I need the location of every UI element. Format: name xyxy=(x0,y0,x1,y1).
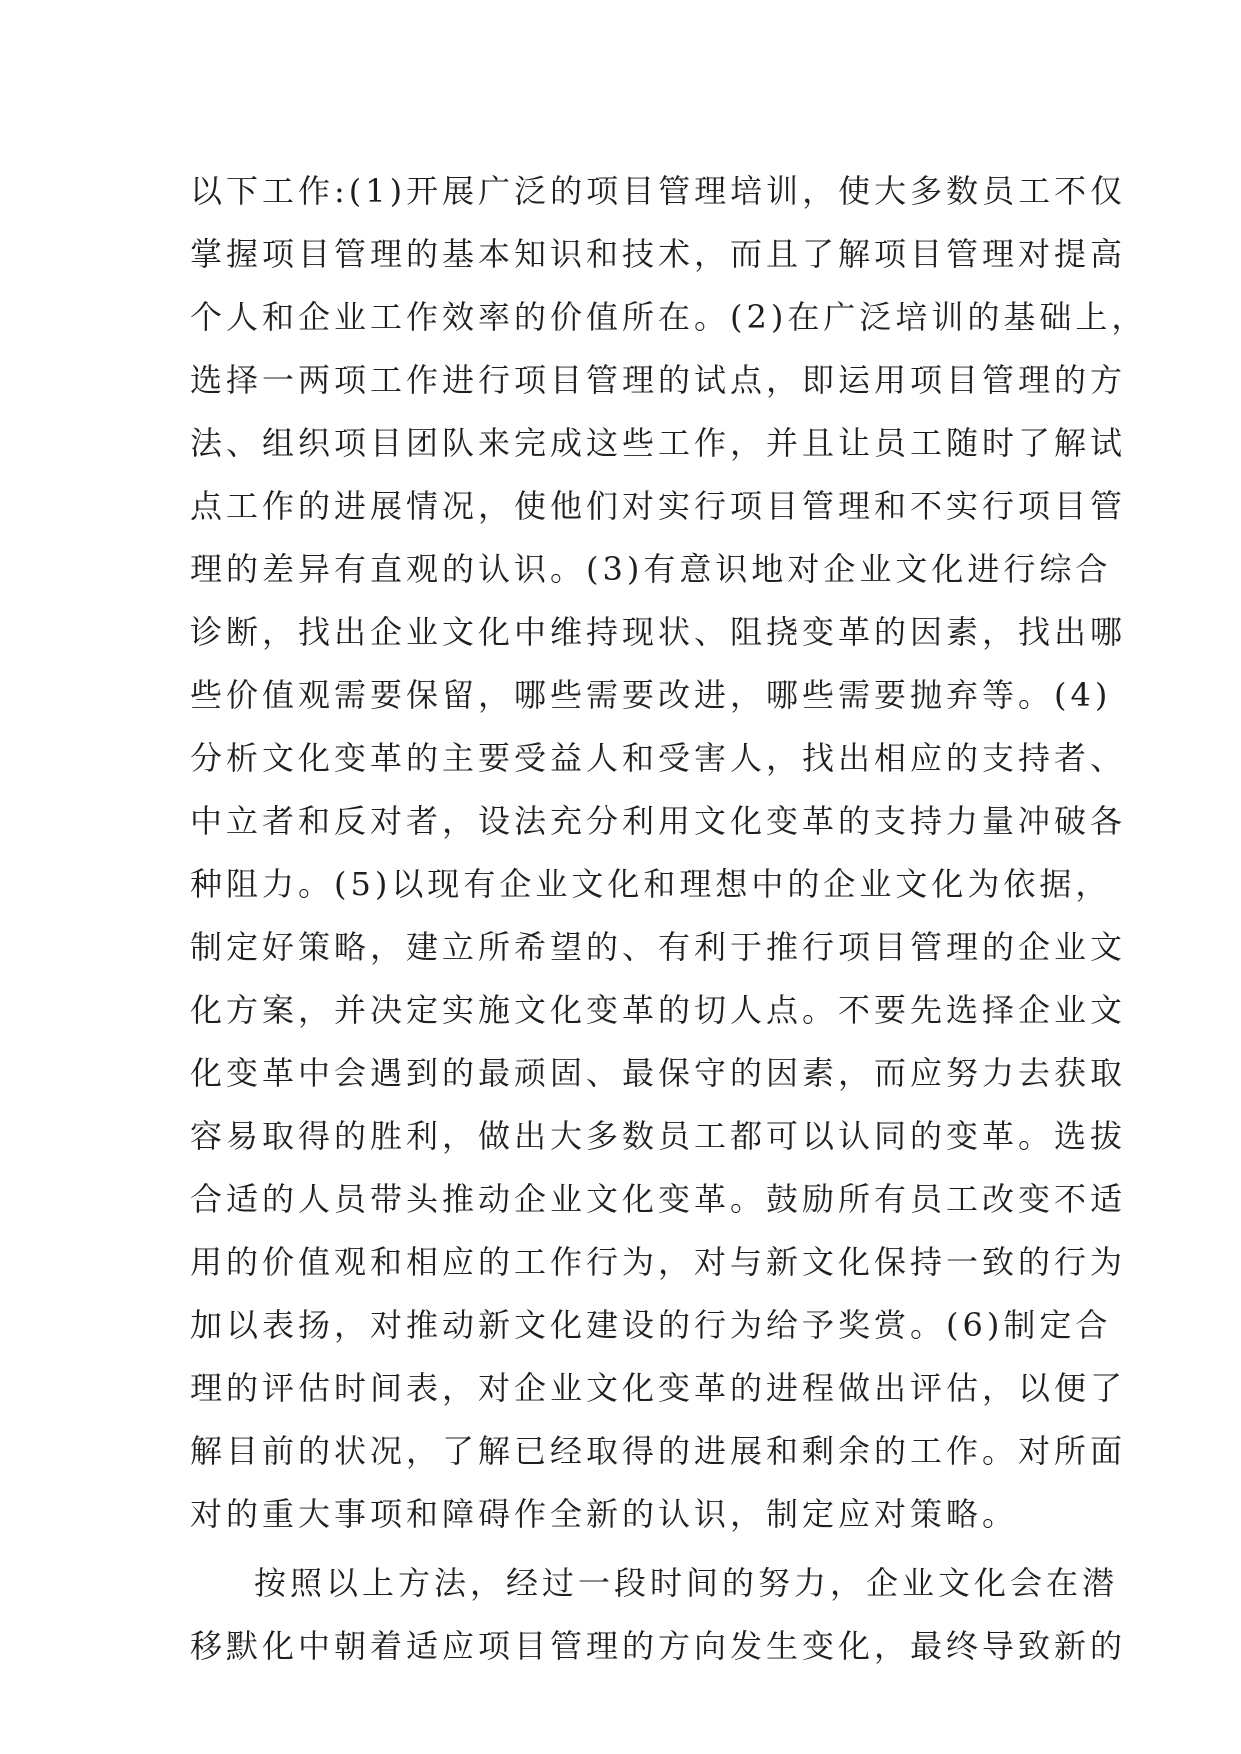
body-text xyxy=(190,160,1148,1678)
text-line: 个人和企业工作效率的价值所在。(2)在广泛培训的基础上， xyxy=(190,298,1148,336)
text-line: 按照以上方法，经过一段时间的努力，企业文化会在潜 xyxy=(254,1564,1119,1602)
text-line: 解目前的状况，了解已经取得的进展和剩余的工作。对所面 xyxy=(190,1432,1127,1470)
text-line: 中立者和反对者，设法充分利用文化变革的支持力量冲破各 xyxy=(190,802,1127,840)
paragraph-2 xyxy=(190,1552,1127,1678)
text-line: 选择一两项工作进行项目管理的试点，即运用项目管理的方 xyxy=(190,361,1127,399)
text-line: 理的评估时间表，对企业文化变革的进程做出评估，以便了 xyxy=(190,1369,1127,1407)
text-line: 容易取得的胜利，做出大多数员工都可以认同的变革。选拔 xyxy=(190,1117,1127,1155)
text-line: 制定好策略，建立所希望的、有利于推行项目管理的企业文 xyxy=(190,928,1127,966)
text-line: 以下工作:(1)开展广泛的项目管理培训，使大多数员工不仅 xyxy=(190,172,1127,210)
text-line: 移默化中朝着适应项目管理的方向发生变化，最终导致新的 xyxy=(190,1627,1127,1665)
text-line: 点工作的进展情况，使他们对实行项目管理和不实行项目管 xyxy=(190,487,1127,525)
text-line: 合适的人员带头推动企业文化变革。鼓励所有员工改变不适 xyxy=(190,1180,1127,1218)
text-line: 对的重大事项和障碍作全新的认识，制定应对策略。 xyxy=(190,1495,1019,1533)
text-line: 用的价值观和相应的工作行为，对与新文化保持一致的行为 xyxy=(190,1243,1127,1281)
paragraph-1 xyxy=(190,160,1148,1546)
text-line: 分析文化变革的主要受益人和受害人，找出相应的支持者、 xyxy=(190,739,1127,777)
text-line: 化变革中会遇到的最顽固、最保守的因素，而应努力去获取 xyxy=(190,1054,1127,1092)
text-line: 化方案，并决定实施文化变革的切人点。不要先选择企业文 xyxy=(190,991,1127,1029)
text-line: 诊断，找出企业文化中维持现状、阻挠变革的因素，找出哪 xyxy=(190,613,1127,651)
text-line: 种阻力。(5)以现有企业文化和理想中的企业文化为依据， xyxy=(190,865,1112,903)
text-line: 法、组织项目团队来完成这些工作，并且让员工随时了解试 xyxy=(190,424,1127,462)
text-line: 掌握项目管理的基本知识和技术，而且了解项目管理对提高 xyxy=(190,235,1127,273)
text-line: 些价值观需要保留，哪些需要改进，哪些需要抛弃等。(4) xyxy=(190,676,1112,714)
text-line: 加以表扬，对推动新文化建设的行为给予奖赏。(6)制定合 xyxy=(190,1306,1112,1344)
text-line: 理的差异有直观的认识。(3)有意识地对企业文化进行综合 xyxy=(190,550,1112,588)
